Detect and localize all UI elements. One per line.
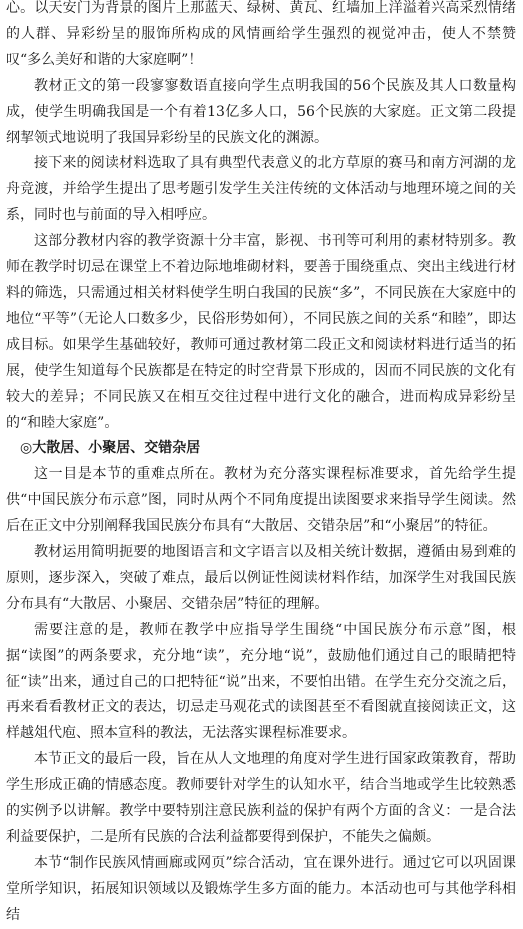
paragraph-7: 需要注意的是，教师在教学中应指导学生围绕“中国民族分布示意”图，根据“读图”的两条要求，充分地“读”，充分地“说”，鼓励他们通过自己的眼睛把特征“读”出来，通过自己的口把特征“说”出来，不要怕出错。在学生充分交流之后，再来看看教材正文的表达，切忌走马观花式的读图甚至不看图就直接阅读正文，这样越俎代庖、照本宣科的教法，无法落实课程标准要求。: [6, 621, 516, 742]
paragraph-5: 这一目是本节的重难点所在。教材为充分落实课程标准要求，首先给学生提供“中国民族分布示意”图，同时从两个不同角度提出读图要求来指导学生阅读。然后在正文中分别阐释我国民族分布具有“大散居、交错杂居”和“小聚居”的特征。: [6, 466, 516, 535]
paragraph-3: 接下来的阅读材料选取了具有典型代表意义的北方草原的赛马和南方河湖的龙舟竞渡，并给学生提出了思考题引发学生关注传统的文体活动与地理环境之间的关系，同时也与前面的导入相呼应。: [6, 155, 516, 224]
paragraph-4: 这部分教材内容的教学资源十分丰富，影视、书刊等可利用的素材特别多。教师在教学时切忌在课堂上不着边际地堆砌材料，要善于围绕重点、突出主线进行材料的筛选，只需通过相关材料使学生明白我国的民族“多”，不同民族在大家庭中的地位“平等”（无论人口数多少，民俗形势如何），不同民族之间的关系“和睦”，即达成目标。如果学生基础较好，教师可通过教材第二段正文和阅读材料进行适当的拓展，使学生知道每个民族都是在特定的时空背景下形成的，因而不同民族的文化有较大的差异；不同民族又在相互交往过程中进行文化的融合，进而构成异彩纷呈的“和睦大家庭”。: [6, 233, 516, 431]
paragraph-1: 心。以天安门为背景的图片上那蓝天、绿树、黄瓦、红墙加上洋溢着兴高采烈情绪的人群、异彩纷呈的服饰所构成的风情画给学生强烈的视觉冲击，使人不禁赞叹“多么美好和谐的大家庭啊”！: [6, 0, 516, 68]
paragraph-6: 教材运用简明扼要的地图语言和文字语言以及相关统计数据，遵循由易到难的原则，逐步深入，突破了难点，最后以例证性阅读材料作结，加深学生对我国民族分布具有“大散居、小聚居、交错杂居”特征的理解。: [6, 544, 516, 612]
paragraph-8: 本节正文的最后一段，旨在从人文地理的角度对学生进行国家政策教育，帮助学生形成正确的情感态度。教师要针对学生的认知水平，结合当地或学生比较熟悉的实例予以讲解。教学中要特别注意民族利益的保护有两个方面的含义：一是合法利益要保护，二是所有民族的合法利益都要得到保护，不能失之偏颇。: [6, 751, 516, 845]
section-heading: ◎大散居、小聚居、交错杂居: [20, 440, 201, 457]
paragraph-9: 本节“制作民族风情画廊或网页”综合活动，宜在课外进行。通过它可以巩固课堂所学知识，拓展知识领域以及锻炼学生多方面的能力。本活动也可与其他学科相结: [6, 854, 516, 923]
document-page: [6, 0, 516, 923]
paragraph-2: 教材正文的第一段寥寥数语直接向学生点明我国的56个民族及其人口数量构成，使学生明确我国是一个有着13亿多人口，56个民族的大家庭。正文第二段提纲挈领式地说明了我国异彩纷呈的民族文化的渊源。: [6, 77, 516, 146]
